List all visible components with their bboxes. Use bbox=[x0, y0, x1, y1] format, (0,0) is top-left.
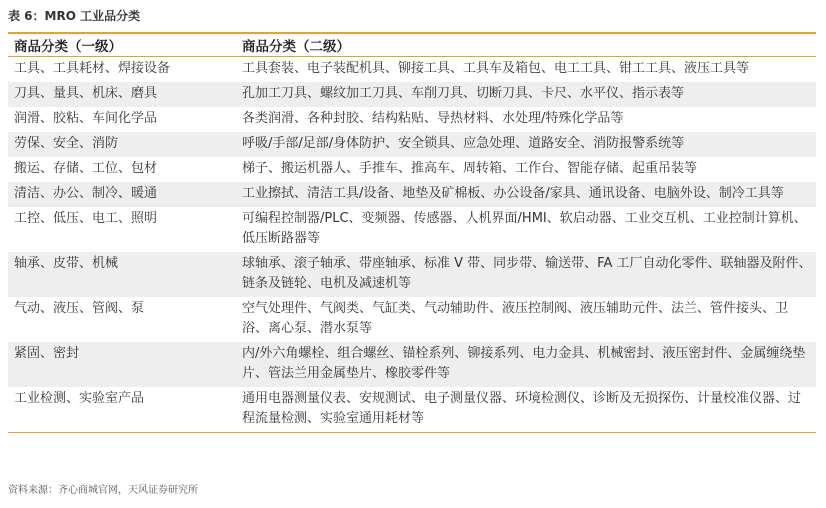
cell-level2: 梯子、搬运机器人、手推车、推高车、周转箱、工作台、智能存储、起重吊装等 bbox=[242, 161, 698, 176]
table-row bbox=[8, 207, 816, 252]
mro-category-table bbox=[8, 32, 816, 433]
table-row bbox=[8, 297, 816, 342]
cell-level2: 各类润滑、各种封胶、结构粘贴、导热材料、水处理/特殊化学品等 bbox=[242, 111, 624, 126]
cell-level2: 孔加工刀具、螺纹加工刀具、车削刀具、切断刀具、卡尺、水平仪、指示表等 bbox=[236, 82, 816, 107]
cell-level1: 劳保、安全、消防 bbox=[8, 132, 236, 157]
mro-category-table-wrapper bbox=[8, 32, 816, 433]
cell-level2: 通用电器测量仪表、安规测试、电子测量仪器、环境检测仪、诊断及无损探伤、计量校准仪器、过程流量检测、实验室通用耗材等 bbox=[236, 387, 816, 433]
cell-level1: 轴承、皮带、机械 bbox=[8, 252, 236, 297]
table-row bbox=[8, 107, 816, 132]
cell-level2: 可编程控制器/PLC、变频器、传感器、人机界面/HMI、软启动器、工业交互机、工业控制计算机、低压断路器等 bbox=[242, 211, 807, 246]
cell-level1: 刀具、量具、机床、磨具 bbox=[8, 82, 236, 107]
cell-level2: 工具套装、电子装配机具、铆接工具、工具车及箱包、电工工具、钳工工具、液压工具等 bbox=[242, 61, 750, 76]
table-row bbox=[8, 387, 816, 433]
table-row bbox=[8, 252, 816, 297]
header-level1: 商品分类（一级） bbox=[8, 33, 236, 57]
cell-level2: 工业擦拭、清洁工具/设备、地垫及矿棉板、办公设备/家具、通讯设备、电脑外设、制冷工具等 bbox=[236, 182, 816, 207]
cell-level2: 空气处理件、气阀类、气缸类、气动辅助件、液压控制阀、液压辅助元件、法兰、管件接头、卫浴、离心泵、潜水泵等 bbox=[242, 301, 789, 336]
source-note: 资料来源：齐心商城官网，天风证券研究所 bbox=[8, 485, 198, 496]
header-level2: 商品分类（二级） bbox=[236, 33, 816, 57]
cell-level1: 工业检测、实验室产品 bbox=[8, 387, 236, 433]
cell-level1: 清洁、办公、制冷、暖通 bbox=[8, 182, 236, 207]
table-row bbox=[8, 182, 816, 207]
cell-level2: 呼吸/手部/足部/身体防护、安全锁具、应急处理、道路安全、消防报警系统等 bbox=[236, 132, 816, 157]
table-row bbox=[8, 82, 816, 107]
cell-level1: 工具、工具耗材、焊接设备 bbox=[14, 61, 171, 76]
table-row bbox=[8, 132, 816, 157]
table-header-row bbox=[8, 33, 816, 57]
cell-level1: 搬运、存储、工位、包材 bbox=[14, 161, 158, 176]
cell-level2: 内/外六角螺栓、组合螺丝、锚栓系列、铆接系列、电力金具、机械密封、液压密封件、金属缠绕垫片、管法兰用金属垫片、橡胶零件等 bbox=[236, 342, 816, 387]
cell-level1: 润滑、胶粘、车间化学品 bbox=[14, 111, 158, 126]
cell-level1: 气动、液压、管阀、泵 bbox=[14, 301, 145, 316]
cell-level1: 工控、低压、电工、照明 bbox=[14, 211, 158, 226]
cell-level1: 紧固、密封 bbox=[8, 342, 236, 387]
table-row bbox=[8, 342, 816, 387]
table-row bbox=[8, 57, 816, 83]
table-row bbox=[8, 157, 816, 182]
table-caption: 表 6：MRO 工业品分类 bbox=[8, 9, 141, 23]
cell-level2: 球轴承、滚子轴承、带座轴承、标准 V 带、同步带、输送带、FA 工厂自动化零件、联轴器及附件、链条及链轮、电机及减速机等 bbox=[236, 252, 816, 297]
